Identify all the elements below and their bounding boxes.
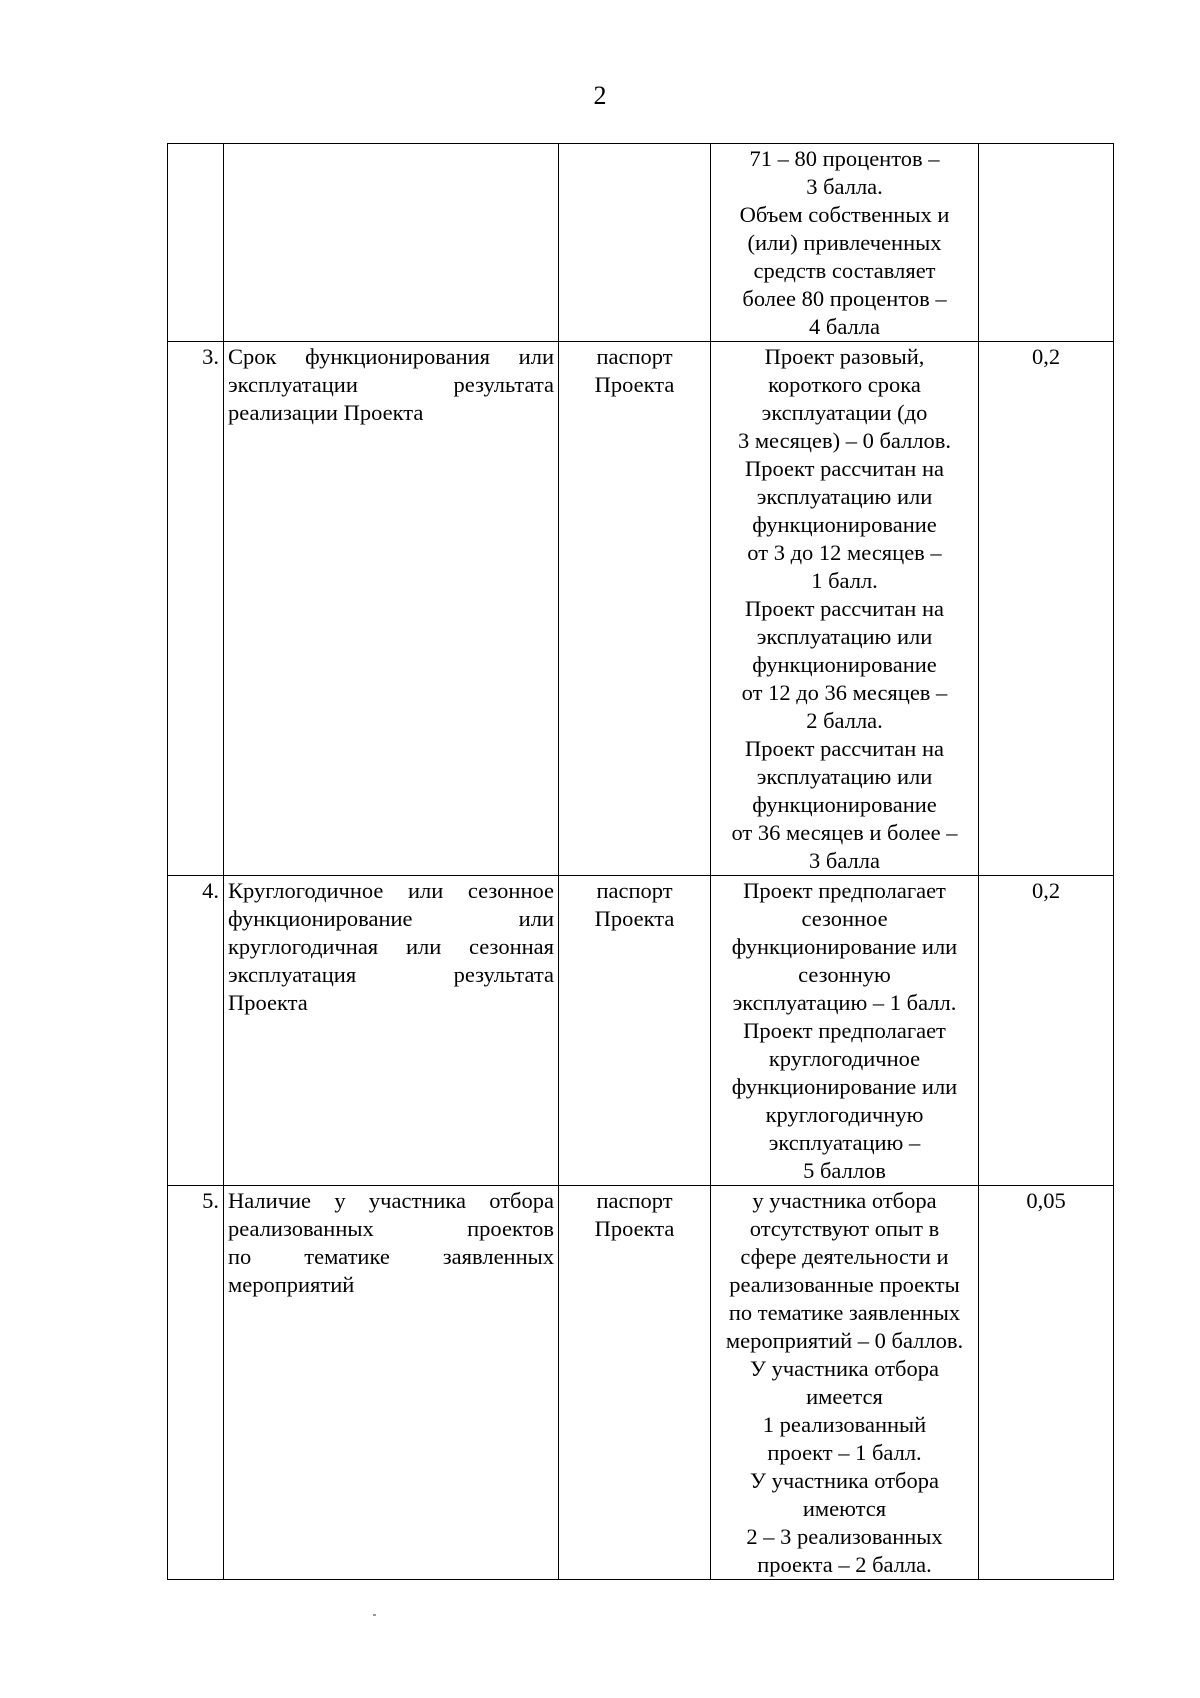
scale-line: Проект разовый, [764,344,925,369]
source-cell [559,1186,711,1580]
scale-line: имеется [806,1384,883,1409]
scale-line: Проект рассчитан на [744,736,944,761]
criterion-line: реализации Проекта [228,400,424,425]
weight-cell [979,144,1114,342]
table-row [168,1186,1114,1580]
source-cell [559,342,711,876]
source-cell [559,876,711,1186]
scale-line: 2 балла. [806,708,883,733]
scale-line: проекта – 2 балла. [757,1552,932,1577]
scale-line: от 12 до 36 месяцев – [741,680,948,705]
scale-line: Проект предполагает [743,878,946,903]
row-number-cell [168,144,224,342]
criterion-cell [224,144,559,342]
scale-line: по тематике заявленных [728,1300,961,1325]
scale-line: 4 балла [809,314,880,339]
table-row [168,876,1114,1186]
criterion-line: Круглогодичное или сезонное [228,878,554,903]
scale-line: (или) привлеченных [747,230,942,255]
scale-line: сезонное [801,906,888,931]
criterion-cell [224,876,559,1186]
scale-line: Проект рассчитан на [744,456,944,481]
scale-line: Объем собственных и [739,202,950,227]
source-line: паспорт [596,1188,673,1213]
scale-line: 1 балл. [811,568,878,593]
scoring-scale-cell [711,342,979,876]
scale-line: 2 – 3 реализованных [746,1524,943,1549]
weight-cell: 0,2 [979,876,1114,1186]
scale-line: функционирование [752,652,937,677]
scoring-scale-cell [711,144,979,342]
scale-line: 3 балла [809,848,880,873]
scale-line: 71 – 80 процентов – [749,146,940,171]
scale-line: мероприятий – 0 баллов. [725,1328,964,1353]
scale-line: 3 балла. [806,174,883,199]
criteria-table [167,143,1114,1580]
scale-line: круглогодичное [768,1046,921,1071]
scale-line: эксплуатации (до [761,400,928,425]
scale-line: сезонную [798,962,891,987]
table-row [168,342,1114,876]
scale-line: 1 реализованный [762,1412,927,1437]
criterion-line: по тематике заявленных [228,1244,554,1269]
scoring-scale-cell [711,1186,979,1580]
criterion-line: мероприятий [228,1272,355,1297]
scale-line: функционирование [752,512,937,537]
criterion-line: реализованных проектов [228,1216,554,1241]
criterion-line: Наличие у участника отбора [228,1188,554,1213]
criterion-line: эксплуатации результата [228,372,554,397]
table-row [168,144,1114,342]
scale-line: эксплуатацию или [756,484,933,509]
scale-line: эксплуатацию или [756,764,933,789]
scale-line: 5 баллов [803,1158,886,1183]
scale-line: функционирование или [731,934,958,959]
scale-line: сфере деятельности и [740,1244,949,1269]
scale-line: Проект рассчитан на [744,596,944,621]
criterion-line: функционирование или [228,906,554,931]
source-line: паспорт [596,878,673,903]
criteria-table-body [168,144,1114,1580]
scale-line: отсутствуют опыт в [749,1216,940,1241]
scale-line: эксплуатацию или [756,624,933,649]
scale-line: средств составляет [753,258,936,283]
source-line: паспорт [596,344,673,369]
scale-line: более 80 процентов – [742,286,947,311]
weight-cell: 0,05 [979,1186,1114,1580]
scale-line: эксплуатацию – [768,1130,921,1155]
source-line: Проекта [594,1216,675,1241]
row-number-cell: 5. [168,1186,224,1580]
scale-line: круглогодичную [765,1102,924,1127]
scale-line: функционирование или [731,1074,958,1099]
page-number: 2 [593,81,607,110]
scale-line: Проект предполагает [743,1018,946,1043]
scale-line: У участника отбора [750,1468,939,1493]
scale-line: эксплуатацию – 1 балл. [732,990,957,1015]
row-number-cell: 4. [168,876,224,1186]
scale-line: имеются [802,1496,887,1521]
criterion-cell [224,1186,559,1580]
scale-line: функционирование [752,792,937,817]
scale-line: 3 месяцев) – 0 баллов. [737,428,952,453]
row-number-cell: 3. [168,342,224,876]
criterion-line: Срок функционирования или [228,344,554,369]
scoring-scale-cell [711,876,979,1186]
criterion-line: круглогодичная или сезонная [228,934,554,959]
source-cell [559,144,711,342]
source-line: Проекта [594,906,675,931]
criterion-line: Проекта [228,990,308,1015]
scan-speck [373,1614,376,1616]
scale-line: от 3 до 12 месяцев – [747,540,942,565]
criterion-cell [224,342,559,876]
scale-line: от 36 месяцев и более – [731,820,958,845]
scale-line: У участника отбора [750,1356,939,1381]
source-line: Проекта [594,372,675,397]
scale-line: короткого срока [768,372,921,397]
weight-cell: 0,2 [979,342,1114,876]
criterion-line: эксплуатация результата [228,962,554,987]
scale-line: у участника отбора [752,1188,937,1213]
scale-line: реализованные проекты [729,1272,960,1297]
scale-line: проект – 1 балл. [767,1440,922,1465]
